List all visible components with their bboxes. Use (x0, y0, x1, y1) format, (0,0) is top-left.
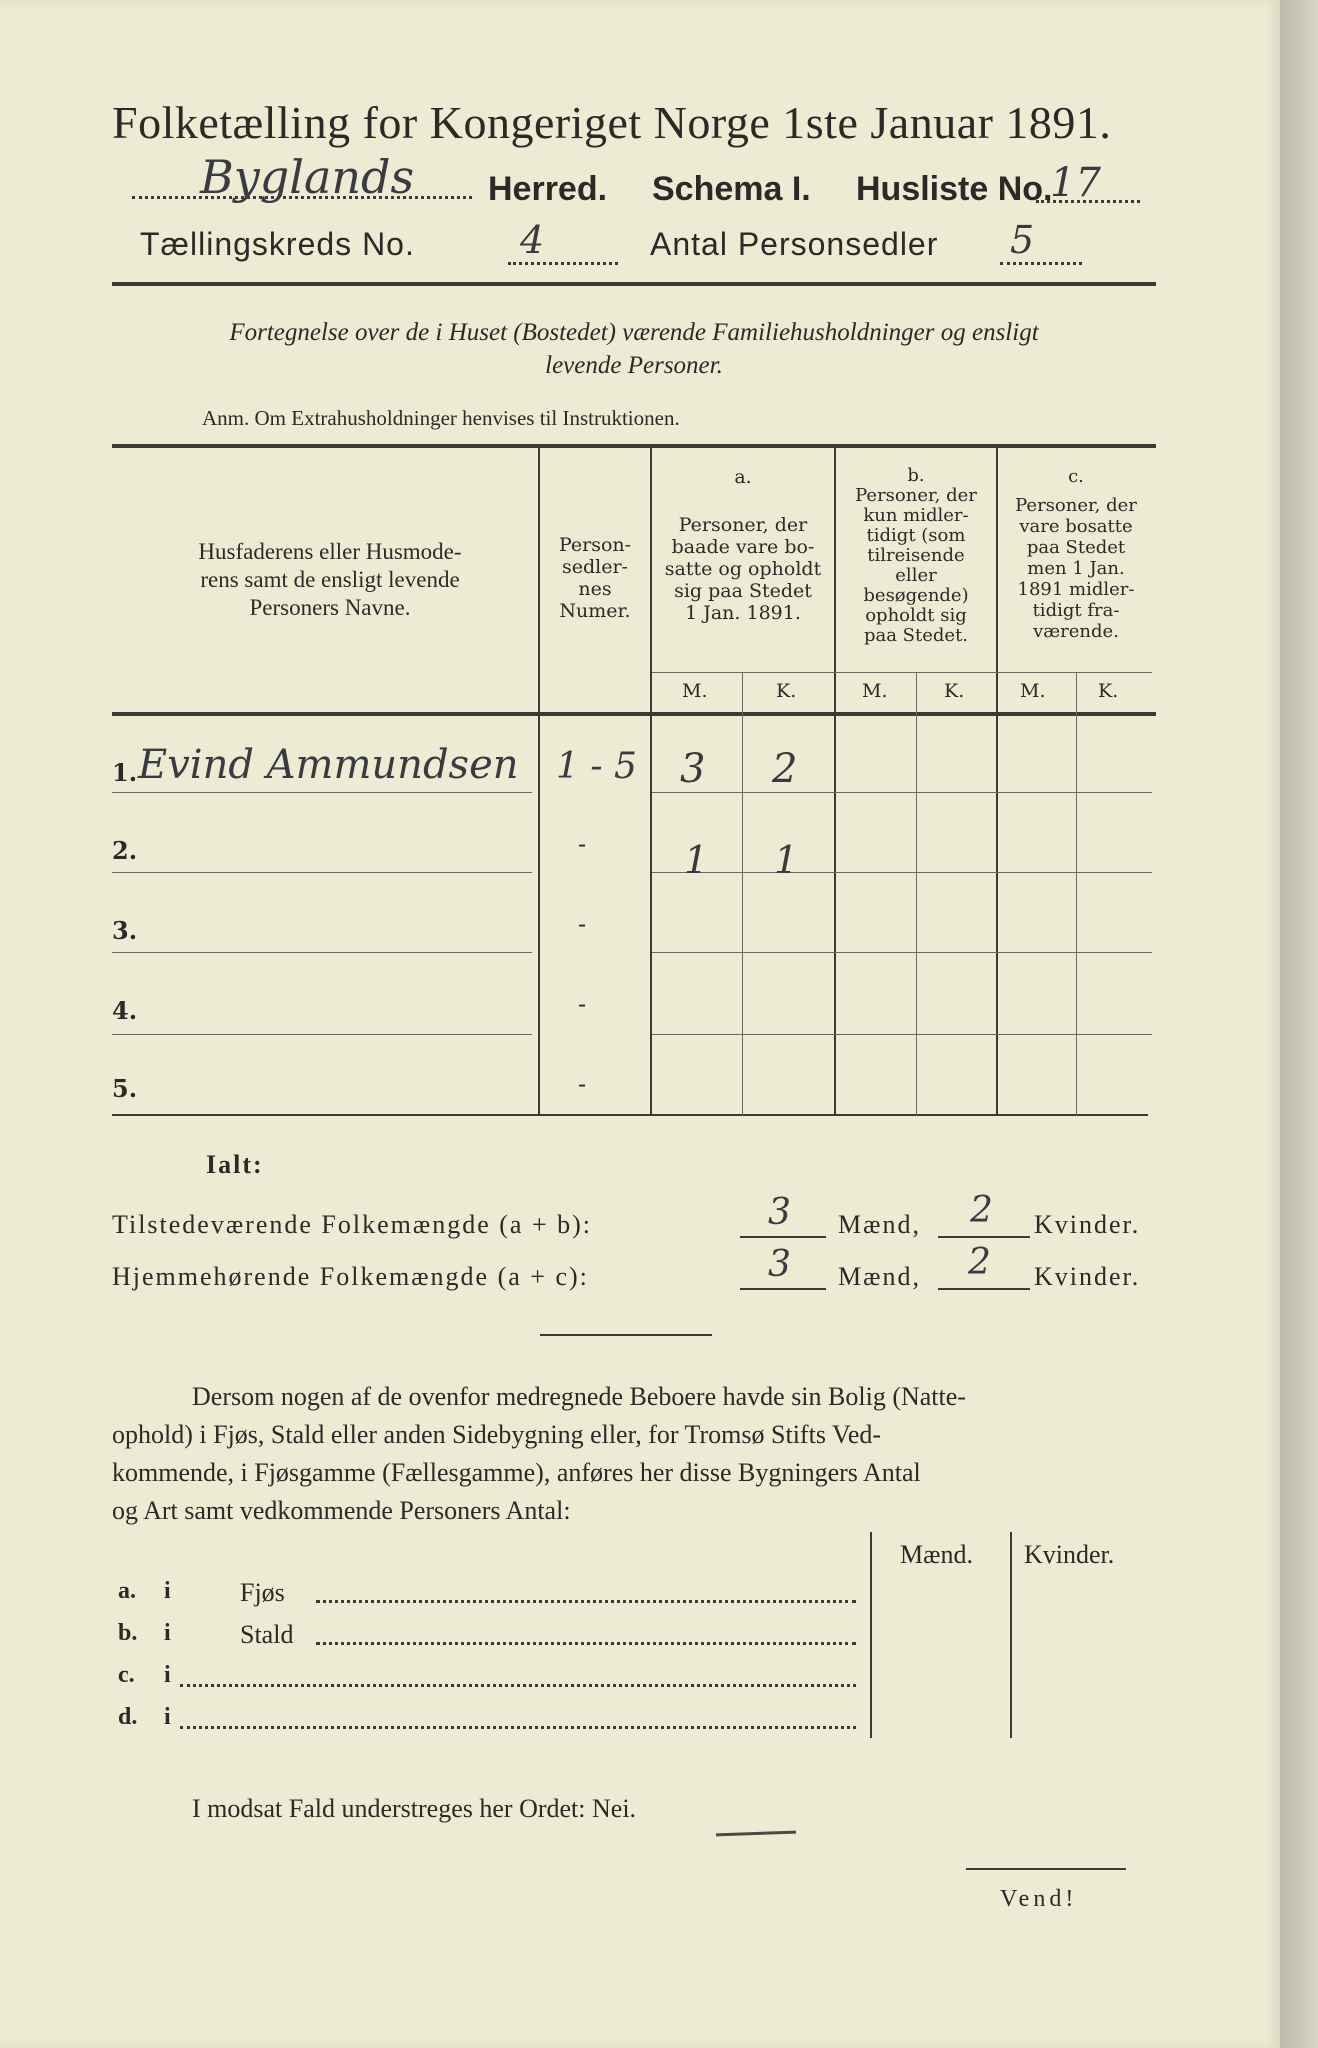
nei-instruction: I modsat Fald understreges her Ordet: Nei. (192, 1794, 637, 1823)
hjem-m-line (740, 1288, 826, 1290)
antal-number: 5 (1010, 218, 1035, 262)
tilst-m-value: 3 (768, 1192, 791, 1233)
col-b-m-label: M. (862, 680, 888, 702)
col-num-header-line: nes (578, 578, 612, 600)
herred-name: Byglands (200, 150, 415, 204)
form-title: Folketælling for Kongeriget Norge 1ste Januar 1891. (112, 97, 1112, 148)
col-a-header-line: satte og opholdt (664, 558, 822, 580)
row-rule (652, 952, 1152, 953)
row-sedler: - (578, 1070, 587, 1098)
col-name-header-line: Personers Navne. (249, 595, 411, 620)
row-number: 1. (112, 758, 138, 787)
col-num-header-line: Person- (558, 534, 632, 556)
col-c-m-label: M. (1020, 680, 1046, 702)
row-rule (652, 872, 1152, 873)
tilstedevaerende-label: Tilstedeværende Folkemængde (a + b): (112, 1210, 592, 1239)
building-i: i (164, 1578, 171, 1604)
building-letter: c. (118, 1662, 135, 1688)
building-i: i (164, 1704, 171, 1730)
intro-line-1: Fortegnelse over de i Huset (Bostedet) værende Familiehusholdninger og ensligt (229, 319, 1039, 346)
row-sedler: - (578, 990, 587, 1018)
row-sedler: 1 - 5 (556, 746, 637, 787)
tilst-k-value: 2 (970, 1190, 993, 1231)
col-c-k-label: K. (1098, 680, 1119, 702)
building-label: Stald (240, 1620, 294, 1649)
building-i: i (164, 1662, 171, 1688)
col-b-header-line: tidigt (som (866, 525, 966, 546)
col-c-mk-divider (1076, 672, 1077, 1116)
intro-line-2: levende Personer. (545, 352, 723, 379)
table-header-rule (112, 712, 1156, 716)
row-a-m: 1 (684, 838, 709, 882)
dwelling-instructions (112, 1378, 1148, 1530)
row-a-m: 3 (680, 746, 706, 792)
paragraph-line: ophold) i Fjøs, Stald eller anden Sidebygning eller, for Tromsø Stifts Ved- (112, 1420, 882, 1449)
col-c-header-line: 1891 midler- (1017, 579, 1135, 600)
hjem-kvinder-label: Kvinder. (1034, 1262, 1141, 1291)
hjem-k-value: 2 (968, 1242, 991, 1283)
building-dotline (316, 1600, 856, 1603)
tilst-maend-label: Mænd, (838, 1210, 921, 1239)
col-a-header-line: Personer, der (678, 514, 808, 536)
row-number: 4. (112, 996, 138, 1025)
col-c-header-line: Personer, der (1015, 495, 1137, 516)
row-sedler: - (578, 910, 587, 938)
buildings-divider-2 (1010, 1532, 1012, 1738)
building-letter: d. (118, 1704, 138, 1730)
col-b-header-line: eller (895, 565, 937, 586)
col-b-header-line: tilreisende (867, 545, 965, 566)
col-name-header-line: rens samt de ensligt levende (200, 567, 460, 592)
building-i: i (164, 1620, 171, 1646)
header-rule (112, 282, 1156, 286)
row-number: 3. (112, 916, 138, 945)
row-sedler: - (578, 830, 587, 858)
row-rule (112, 952, 532, 953)
building-dotline (316, 1642, 856, 1645)
hjem-m-value: 3 (768, 1244, 791, 1285)
col-num-header (540, 534, 650, 622)
husliste-label: Husliste No. (856, 170, 1053, 208)
row-rule (112, 1034, 532, 1035)
row-rule (652, 1034, 1152, 1035)
vend-label: Vend! (1000, 1886, 1078, 1912)
col-b-header-line: paa Stedet. (863, 625, 969, 646)
col-num-header-line: Numer. (559, 600, 631, 622)
antal-dotline (1000, 262, 1082, 265)
paragraph-line: Dersom nogen af de ovenfor medregnede Beboere havde sin Bolig (Natte- (192, 1382, 966, 1411)
col-name-header-line: Husfaderens eller Husmode- (198, 539, 462, 564)
building-label: Fjøs (240, 1578, 285, 1607)
col-a-header (652, 466, 834, 624)
col-c-header-line: paa Stedet (1026, 537, 1126, 558)
hjem-k-line (938, 1288, 1030, 1290)
col-c-letter: c. (1068, 466, 1084, 487)
col-a-header-line: 1 Jan. 1891. (685, 602, 801, 624)
hjem-maend-label: Mænd, (838, 1262, 921, 1291)
col-b-header-line: besøgende) (863, 585, 969, 606)
col-a-letter: a. (734, 466, 752, 488)
row-rule (112, 872, 532, 873)
kreds-label: Tællingskreds No. (140, 226, 415, 262)
col-b-header-line: Personer, der (855, 485, 977, 506)
col-a-header-line: baade vare bo- (671, 536, 815, 558)
buildings-divider-1 (870, 1532, 872, 1738)
col-b-header-line: kun midler- (863, 505, 969, 526)
col-c-header-line: værende. (1033, 621, 1119, 642)
col-c-header (998, 466, 1154, 642)
building-letter: a. (118, 1578, 136, 1604)
page-edge (1280, 0, 1318, 2048)
building-dotline (180, 1684, 856, 1687)
ialt-label: Ialt: (206, 1150, 264, 1179)
building-letter: b. (118, 1620, 138, 1646)
table-bottom-rule (112, 1114, 1148, 1116)
table-top-rule (112, 444, 1156, 448)
tilst-k-line (938, 1236, 1030, 1238)
row-a-k: 1 (774, 838, 799, 882)
row-rule (112, 792, 532, 793)
section-divider (540, 1334, 712, 1336)
row-rule (652, 792, 1152, 793)
row-number: 5. (112, 1074, 138, 1103)
col-b-letter: b. (907, 465, 925, 486)
col-b-header-line: opholdt sig (865, 605, 967, 626)
kreds-number: 4 (520, 218, 545, 262)
col-b-mk-divider (916, 672, 917, 1116)
building-dotline (180, 1726, 856, 1729)
col-c-header-line: men 1 Jan. (1027, 558, 1125, 579)
tilst-kvinder-label: Kvinder. (1034, 1210, 1141, 1239)
paragraph-line: og Art samt vedkommende Personers Antal: (112, 1496, 571, 1525)
husliste-number: 17 (1050, 160, 1101, 206)
col-a-mk-divider (742, 672, 743, 1116)
buildings-kvinder-header: Kvinder. (1024, 1540, 1115, 1569)
col-name-header (130, 538, 530, 622)
row-a-k: 2 (772, 746, 798, 792)
tilst-m-line (740, 1236, 826, 1238)
col-b-k-label: K. (944, 680, 965, 702)
col-c-header-line: tidigt fra- (1032, 600, 1120, 621)
mk-subheader-rule (652, 672, 1152, 673)
row-number: 2. (112, 836, 138, 865)
hjemmehorende-label: Hjemmehørende Folkemængde (a + c): (112, 1262, 589, 1291)
row-name: Evind Ammundsen (138, 742, 519, 788)
col-num-header-line: sedler- (562, 556, 628, 578)
schema-label: Schema I. (652, 170, 811, 208)
herred-label: Herred. (488, 170, 608, 208)
col-b-header (836, 466, 996, 646)
vend-rule (966, 1868, 1126, 1870)
col-c-header-line: vare bosatte (1019, 516, 1133, 537)
antal-label: Antal Personsedler (650, 226, 939, 262)
kreds-dotline (508, 262, 618, 265)
anm-note: Anm. Om Extrahusholdninger henvises til Instruktionen. (202, 406, 680, 430)
col-a-m-label: M. (682, 680, 708, 702)
col-a-header-line: sig paa Stedet (674, 580, 812, 602)
col-a-k-label: K. (776, 680, 797, 702)
paragraph-line: kommende, i Fjøsgamme (Fællesgamme), anføres her disse Bygningers Antal (112, 1458, 921, 1487)
buildings-maend-header: Mænd. (900, 1540, 973, 1569)
